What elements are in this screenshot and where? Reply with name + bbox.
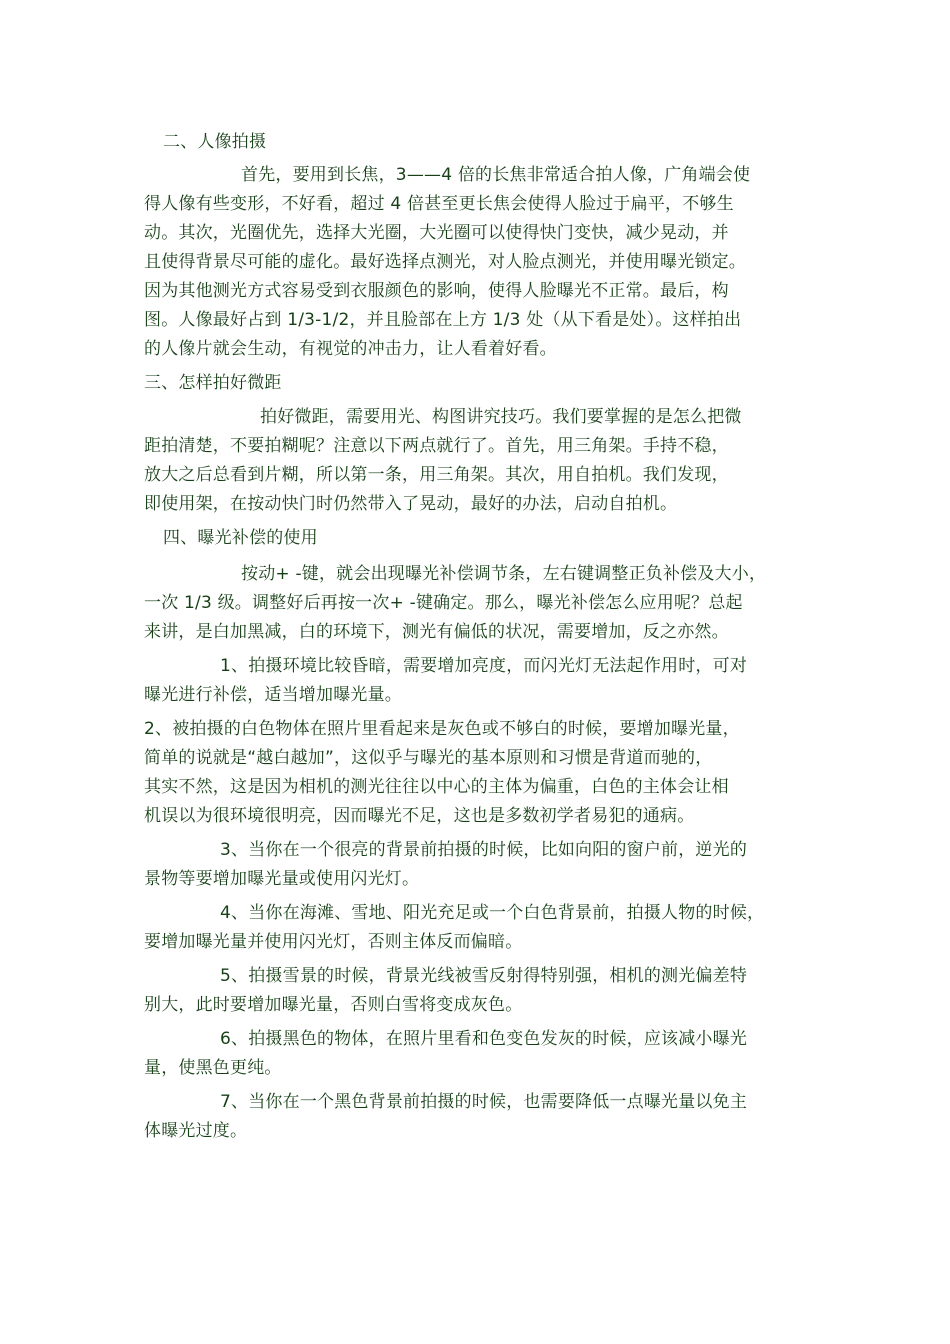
list-item-line: 4、当你在海滩、雪地、阳光充足或一个白色背景前，拍摄人物的时候， [220, 903, 765, 923]
paragraph-line: 首先，要用到长焦，3——4 倍的长焦非常适合拍人像，广角端会使 [241, 165, 751, 185]
paragraph-line: 即使用架，在按动快门时仍然带入了晃动，最好的办法，启动自拍机。 [144, 494, 678, 514]
paragraph-line: 放大之后总看到片糊，所以第一条，用三角架。其次，用自拍机。我们发现， [144, 465, 729, 485]
paragraph-line: 因为其他测光方式容易受到衣服颜色的影响，使得人脸曝光不正常。最后，构 [144, 281, 729, 301]
paragraph-line: 来讲，是白加黑减，白的环境下，测光有偏低的状况，需要增加，反之亦然。 [144, 622, 729, 642]
list-item-line: 简单的说就是“越白越加”，这似乎与曝光的基本原则和习惯是背道而驰的， [144, 748, 713, 768]
paragraph-line: 拍好微距，需要用光、构图讲究技巧。我们要掌握的是怎么把微 [260, 407, 742, 427]
paragraph-line: 距拍清楚，不要拍糊呢？注意以下两点就行了。首先，用三角架。手持不稳， [144, 436, 729, 456]
paragraph-line: 按动+ -键，就会出现曝光补偿调节条，左右键调整正负补偿及大小， [241, 564, 767, 584]
list-item-line: 曝光进行补偿，适当增加曝光量。 [144, 685, 402, 705]
section-heading-portrait: 二、人像拍摄 [163, 132, 267, 152]
list-item-line: 其实不然，这是因为相机的测光往往以中心的主体为偏重，白色的主体会让相 [144, 777, 729, 797]
list-item-line: 1、拍摄环境比较昏暗，需要增加亮度，而闪光灯无法起作用时，可对 [220, 656, 748, 676]
list-item-line: 7、当你在一个黑色背景前拍摄的时候，也需要降低一点曝光量以免主 [220, 1092, 748, 1112]
paragraph-line: 一次 1/3 级。调整好后再按一次+ -键确定。那么，曝光补偿怎么应用呢？总起 [144, 593, 743, 613]
paragraph-line: 动。其次，光圈优先，选择大光圈，大光圈可以使得快门变快，减少晃动，并 [144, 223, 729, 243]
list-item-line: 6、拍摄黑色的物体，在照片里看和色变色发灰的时候，应该减小曝光 [220, 1029, 748, 1049]
list-item-line: 3、当你在一个很亮的背景前拍摄的时候，比如向阳的窗户前，逆光的 [220, 840, 748, 860]
section-heading-macro: 三、怎样拍好微距 [144, 373, 282, 393]
paragraph-line: 得人像有些变形，不好看，超过 4 倍甚至更长焦会使得人脸过于扁平，不够生 [144, 194, 734, 214]
list-item-line: 别大，此时要增加曝光量，否则白雪将变成灰色。 [144, 995, 523, 1015]
paragraph-line: 且使得背景尽可能的虚化。最好选择点测光，对人脸点测光，并使用曝光锁定。 [144, 252, 746, 272]
list-item-line: 2、被拍摄的白色物体在照片里看起来是灰色或不够白的时候，要增加曝光量， [144, 719, 740, 739]
list-item-line: 机误以为很环境很明亮，因而曝光不足，这也是多数初学者易犯的通病。 [144, 806, 695, 826]
section-heading-exposure: 四、曝光补偿的使用 [163, 528, 318, 548]
list-item-line: 体曝光过度。 [144, 1121, 248, 1141]
paragraph-line: 的人像片就会生动，有视觉的冲击力，让人看着好看。 [144, 339, 557, 359]
list-item-line: 要增加曝光量并使用闪光灯，否则主体反而偏暗。 [144, 932, 523, 952]
list-item-line: 量，使黑色更纯。 [144, 1058, 282, 1078]
paragraph-line: 图。人像最好占到 1/3-1/2，并且脸部在上方 1/3 处（从下看是处）。这样拍出 [144, 310, 742, 330]
list-item-line: 5、拍摄雪景的时候，背景光线被雪反射得特别强，相机的测光偏差特 [220, 966, 748, 986]
list-item-line: 景物等要增加曝光量或使用闪光灯。 [144, 869, 420, 889]
